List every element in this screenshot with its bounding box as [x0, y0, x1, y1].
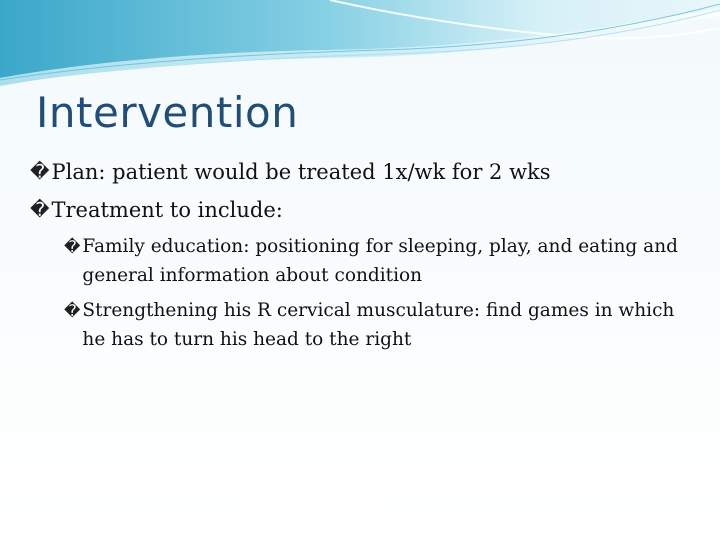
list-item-text: Family education: positioning for sleeping, play, and eating and general information about condition: [82, 236, 678, 286]
list-item: [30, 156, 690, 188]
bullet-icon: �: [30, 161, 50, 183]
list-item: [64, 232, 690, 290]
list-item-text: Plan: patient would be treated 1x/wk for 2 wks: [51, 160, 551, 184]
list-item: [64, 296, 690, 354]
bullet-list: [30, 156, 690, 360]
bullet-icon: �: [30, 199, 50, 221]
bullet-icon: �: [64, 301, 81, 320]
bullet-icon: �: [64, 237, 81, 256]
slide-title: Intervention: [36, 88, 299, 137]
list-item-text: Strengthening his R cervical musculature: find games in which he has to turn his head to the right: [82, 300, 675, 350]
list-item-text: Treatment to include:: [51, 198, 283, 222]
header-wave-decoration: [0, 0, 720, 90]
list-item: [30, 194, 690, 226]
